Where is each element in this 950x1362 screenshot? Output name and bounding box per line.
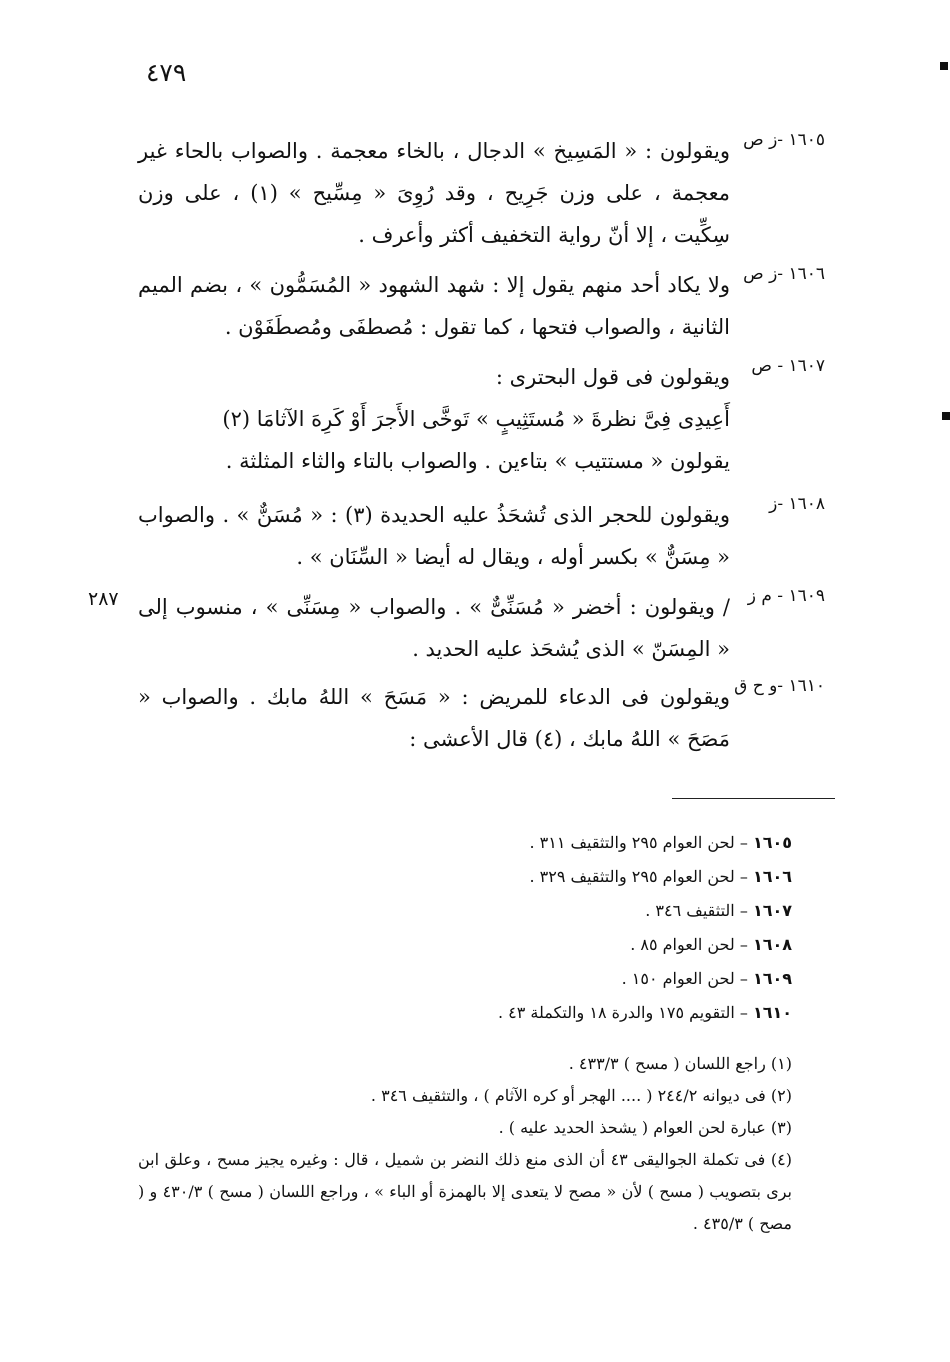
source-item bbox=[420, 928, 792, 962]
entry-text: ويقولون : « المَسِيخ » الدجال ، بالخاء معجمة . والصواب بالحاء غير معجمة ، على وزن جَرِيح ، وقد رُوِىَ « مِسِّيح » (١) ، على وزن سِكِّيت ، إلا أنّ رواية التخفيف أكثر وأعرف . bbox=[138, 139, 731, 247]
source-text: – التثقيف ٣٤٦ . bbox=[645, 901, 748, 920]
entry-number: ١٦٠٧ - ص bbox=[751, 356, 825, 376]
entry-number: ١٦١٠ -و ح ق bbox=[734, 676, 825, 696]
source-item bbox=[420, 894, 792, 928]
source-text: – لحن العوام ١٥٠ . bbox=[621, 969, 748, 988]
footnote: (٤) فى تكملة الجواليقى ٤٣ أن الذى منع ذلك النضر بن شميل ، قال : وغيره يجيز مسح ، وعلق ابن برى بتصويب ( مسح ) لأن « مصح لا يتعدى إلا بالهمزة أو الباء » ، وراجع اللسان ( مسح ) ٤٣٠/٣ و ( مصح ) ٤٣٥/٣ . bbox=[138, 1150, 793, 1233]
entry-comment: يقولون « مستتيب » بتاءين . والصواب بالتاء والثاء المثلثة . bbox=[225, 449, 730, 473]
source-text: – لحن العوام ٨٥ . bbox=[630, 935, 748, 954]
scan-edge-mark bbox=[940, 62, 948, 70]
footnote: (٢) فى ديوانه ٢٤٤/٢ ( .... الهجر أو كره الآثام ) ، والتثقيف ٣٤٦ . bbox=[370, 1086, 792, 1105]
source-text: – التقويم ١٧٥ والدرة ١٨ والتكملة ٤٣ . bbox=[497, 1003, 748, 1022]
source-number: ١٦٠٦ bbox=[752, 867, 792, 886]
source-number: ١٦٠٧ bbox=[752, 901, 792, 920]
page-number: ٤٧٩ bbox=[146, 58, 187, 87]
footnotes bbox=[138, 1048, 792, 1240]
source-number: ١٦٠٥ bbox=[752, 833, 792, 852]
source-text: – لحن العوام ٢٩٥ والتثقيف ٣١١ . bbox=[529, 833, 748, 852]
source-number: ١٦٠٩ bbox=[752, 969, 792, 988]
source-item bbox=[420, 962, 792, 996]
source-item bbox=[420, 826, 792, 860]
source-number: ١٦٠٨ bbox=[752, 935, 792, 954]
poem-verse: أَعِيدِى فِىَّ نظرةَ « مُستَثِيبٍ » تَوخَّى الأَجرَ أَوْ كَرِهَ الآثامَا (٢) bbox=[222, 407, 730, 431]
scan-edge-mark bbox=[942, 412, 950, 420]
footnote-divider bbox=[672, 798, 835, 799]
entry-number: ١٦٠٥ -ز ص bbox=[743, 130, 825, 150]
entry-text bbox=[138, 356, 730, 482]
entry-number: ١٦٠٩ - م ز bbox=[747, 586, 825, 606]
original-page-reference: ٢٨٧ bbox=[88, 588, 119, 610]
source-item bbox=[420, 996, 792, 1030]
footnote: (١) راجع اللسان ( مسح ) ٤٣٣/٣ . bbox=[568, 1054, 792, 1073]
source-item bbox=[420, 860, 792, 894]
source-text: – لحن العوام ٢٩٥ والتثقيف ٣٢٩ . bbox=[529, 867, 748, 886]
entry-number: ١٦٠٨ -ز bbox=[769, 494, 825, 514]
entry-intro: ويقولون فى قول البحترى : bbox=[495, 365, 730, 389]
source-number: ١٦١٠ bbox=[752, 1003, 792, 1022]
entry-text: ولا يكاد أحد منهم يقول إلا : شهد الشهود « المُسَمُّون » ، بضم الميم الثانية ، والصواب فتحها ، كما تقول : مُصطفَى ومُصطَفَوْن . bbox=[138, 273, 730, 339]
entry-number: ١٦٠٦ -ز ص bbox=[743, 264, 825, 284]
entry-text: ويقولون للحجر الذى تُشحَذُ عليه الحديدة (٣) : « مُسَنٌّ » . والصواب « مِسَنٌّ » بكسر أوله ، ويقال له أيضا « السِّنَان » . bbox=[138, 503, 731, 569]
entry-text: / ويقولون : أخضر « مُسَنِّىٌّ » . والصواب « مِسَنِّى » ، منسوب إلى « المِسَنّ » الذى يُشحَذ عليه الحديد . bbox=[138, 595, 730, 661]
sources-list bbox=[420, 826, 792, 1030]
footnote: (٣) عبارة لحن العوام ( يشحذ الحديد عليه ) . bbox=[498, 1118, 792, 1137]
entry-text: ويقولون فى الدعاء للمريض : « مَسَحَ » اللهُ مابك . والصواب « مَصَحَ » اللهُ مابك ، (٤) قال الأعشى : bbox=[138, 685, 730, 751]
